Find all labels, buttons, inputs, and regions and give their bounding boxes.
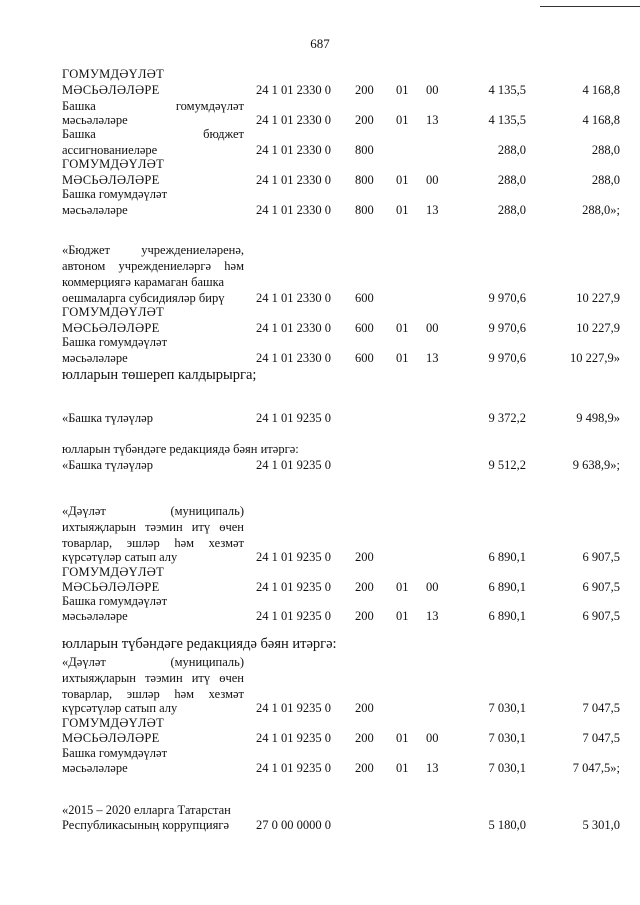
row-name: мәсьәләләре bbox=[62, 351, 128, 365]
row-code: 24 1 01 9235 0 bbox=[256, 580, 331, 594]
row-value-2020: 4 168,8 bbox=[582, 113, 620, 127]
row-name: ГОМУМДӘҮЛӘТ bbox=[62, 67, 165, 81]
row-value-2020: 9 498,9» bbox=[576, 411, 620, 425]
row-name: автоном учреждениеләргә һәм bbox=[62, 259, 244, 273]
table-row-other-payments-old bbox=[0, 410, 640, 426]
row-chapter: 01 bbox=[396, 580, 409, 594]
table-row-other-payments-new bbox=[0, 457, 640, 473]
row-name: ихтыяҗларын тәэмин итү өчен bbox=[62, 671, 244, 685]
row-name: МӘСЬӘЛӘЛӘРЕ bbox=[62, 580, 160, 594]
row-name: «Дәүләт (муниципаль) bbox=[62, 655, 244, 669]
row-name: Башка гомумдәүләт bbox=[62, 746, 168, 760]
table-row bbox=[0, 202, 640, 218]
row-name: МӘСЬӘЛӘЛӘРЕ bbox=[62, 731, 160, 745]
row-chapter: 01 bbox=[396, 173, 409, 187]
row-code: 24 1 01 9235 0 bbox=[256, 550, 331, 564]
row-section: 200 bbox=[355, 701, 374, 715]
row-code: 24 1 01 9235 0 bbox=[256, 411, 331, 425]
row-section: 200 bbox=[355, 550, 374, 564]
row-value-2019: 4 135,5 bbox=[488, 113, 526, 127]
row-name: коммерциягә карамаган башка bbox=[62, 275, 225, 289]
row-name: күрсәтүләр сатып алу bbox=[62, 701, 178, 715]
row-name: Башка бюджет bbox=[62, 127, 244, 141]
row-subchapter: 13 bbox=[426, 351, 439, 365]
row-name: Башка гомумдәүләт bbox=[62, 99, 244, 113]
row-name: мәсьәләләре bbox=[62, 113, 128, 127]
row-value-2019: 6 890,1 bbox=[488, 609, 526, 623]
table-row bbox=[0, 802, 640, 818]
table-row bbox=[0, 817, 640, 833]
row-subchapter: 13 bbox=[426, 203, 439, 217]
instruction-delete-rows: юлларын төшереп калдырырга; bbox=[62, 367, 257, 383]
row-value-2020: 6 907,5 bbox=[582, 580, 620, 594]
row-name: оешмаларга субсидияләр бирү bbox=[62, 291, 225, 305]
row-subchapter: 13 bbox=[426, 113, 439, 127]
row-name: товарлар, эшләр һәм хезмәт bbox=[62, 687, 244, 701]
table-row bbox=[0, 242, 640, 258]
row-chapter: 01 bbox=[396, 321, 409, 335]
row-name: мәсьәләләре bbox=[62, 761, 128, 775]
row-name: Республикасының коррупциягә bbox=[62, 818, 229, 832]
row-subchapter: 00 bbox=[426, 580, 439, 594]
row-name: мәсьәләләре bbox=[62, 203, 128, 217]
row-code: 24 1 01 2330 0 bbox=[256, 143, 331, 157]
table-row bbox=[0, 745, 640, 761]
table-row bbox=[0, 126, 640, 142]
table-row bbox=[0, 715, 640, 731]
row-value-2019: 288,0 bbox=[497, 143, 526, 157]
row-name: ихтыяҗларын тәэмин итү өчен bbox=[62, 520, 244, 534]
row-name: күрсәтүләр сатып алу bbox=[62, 550, 178, 564]
table-row bbox=[0, 274, 640, 290]
row-value-2019: 6 890,1 bbox=[488, 550, 526, 564]
row-name: МӘСЬӘЛӘЛӘРЕ bbox=[62, 321, 160, 335]
row-value-2020: 6 907,5 bbox=[582, 550, 620, 564]
row-subchapter: 00 bbox=[426, 173, 439, 187]
table-row bbox=[0, 760, 640, 776]
row-value-2019: 9 970,6 bbox=[488, 291, 526, 305]
row-value-2020: 9 638,9»; bbox=[572, 458, 620, 472]
row-chapter: 01 bbox=[396, 351, 409, 365]
row-value-2019: 9 970,6 bbox=[488, 351, 526, 365]
row-code: 24 1 01 9235 0 bbox=[256, 731, 331, 745]
row-name: «Башка түләүләр bbox=[62, 458, 153, 472]
row-name: Башка гомумдәүләт bbox=[62, 335, 168, 349]
row-value-2019: 7 030,1 bbox=[488, 701, 526, 715]
page-number: 687 bbox=[310, 36, 330, 51]
row-code: 24 1 01 2330 0 bbox=[256, 113, 331, 127]
row-name: мәсьәләләре bbox=[62, 609, 128, 623]
row-value-2020: 288,0»; bbox=[582, 203, 620, 217]
row-value-2020: 7 047,5 bbox=[582, 731, 620, 745]
row-chapter: 01 bbox=[396, 731, 409, 745]
row-section: 800 bbox=[355, 143, 374, 157]
row-value-2020: 288,0 bbox=[591, 173, 620, 187]
row-section: 200 bbox=[355, 761, 374, 775]
row-value-2019: 288,0 bbox=[497, 173, 526, 187]
row-subchapter: 00 bbox=[426, 83, 439, 97]
row-code: 24 1 01 9235 0 bbox=[256, 701, 331, 715]
table-row bbox=[0, 66, 640, 82]
table-row bbox=[0, 654, 640, 670]
row-name: «2015 – 2020 елларга Татарстан bbox=[62, 803, 231, 817]
row-section: 200 bbox=[355, 83, 374, 97]
row-section: 600 bbox=[355, 351, 374, 365]
row-name: ГОМУМДӘҮЛӘТ bbox=[62, 305, 165, 319]
row-section: 600 bbox=[355, 321, 374, 335]
row-name: ГОМУМДӘҮЛӘТ bbox=[62, 716, 165, 730]
table-row bbox=[0, 82, 640, 98]
row-value-2020: 4 168,8 bbox=[582, 83, 620, 97]
row-chapter: 01 bbox=[396, 113, 409, 127]
table-row bbox=[0, 593, 640, 609]
row-value-2020: 288,0 bbox=[591, 143, 620, 157]
table-row bbox=[0, 156, 640, 172]
row-section: 600 bbox=[355, 291, 374, 305]
table-row bbox=[0, 350, 640, 366]
row-subchapter: 13 bbox=[426, 609, 439, 623]
table-row bbox=[0, 503, 640, 519]
row-code: 24 1 01 2330 0 bbox=[256, 351, 331, 365]
row-name: Башка гомумдәүләт bbox=[62, 594, 168, 608]
row-value-2020: 10 227,9 bbox=[576, 321, 620, 335]
instruction-replace-rows: юлларын түбәндәге редакциядә бәян итәргә: bbox=[62, 442, 299, 456]
row-value-2019: 6 890,1 bbox=[488, 580, 526, 594]
row-value-2019: 7 030,1 bbox=[488, 761, 526, 775]
row-value-2020: 6 907,5 bbox=[582, 609, 620, 623]
table-row bbox=[0, 608, 640, 624]
row-code: 27 0 00 0000 0 bbox=[256, 818, 331, 832]
row-section: 200 bbox=[355, 609, 374, 623]
row-code: 24 1 01 9235 0 bbox=[256, 761, 331, 775]
row-section: 200 bbox=[355, 113, 374, 127]
row-name: Башка гомумдәүләт bbox=[62, 187, 168, 201]
row-value-2019: 9 512,2 bbox=[488, 458, 526, 472]
row-name: ГОМУМДӘҮЛӘТ bbox=[62, 565, 165, 579]
row-subchapter: 00 bbox=[426, 731, 439, 745]
row-chapter: 01 bbox=[396, 203, 409, 217]
table-row bbox=[0, 700, 640, 716]
row-name: «Бюджет учреждениеләренә, bbox=[62, 243, 244, 257]
row-code: 24 1 01 9235 0 bbox=[256, 609, 331, 623]
row-value-2020: 10 227,9 bbox=[576, 291, 620, 305]
table-row bbox=[0, 670, 640, 686]
row-subchapter: 00 bbox=[426, 321, 439, 335]
row-name: «Дәүләт (муниципаль) bbox=[62, 504, 244, 518]
row-code: 24 1 01 2330 0 bbox=[256, 291, 331, 305]
instruction-replace-rows-2: юлларын түбәндәге редакциядә бәян итәргә: bbox=[62, 636, 337, 652]
table-row bbox=[0, 519, 640, 535]
row-value-2019: 4 135,5 bbox=[488, 83, 526, 97]
table-row bbox=[0, 549, 640, 565]
row-value-2019: 288,0 bbox=[497, 203, 526, 217]
table-row bbox=[0, 258, 640, 274]
row-subchapter: 13 bbox=[426, 761, 439, 775]
row-value-2019: 9 372,2 bbox=[488, 411, 526, 425]
table-row bbox=[0, 564, 640, 580]
row-value-2019: 9 970,6 bbox=[488, 321, 526, 335]
row-code: 24 1 01 2330 0 bbox=[256, 173, 331, 187]
row-value-2019: 7 030,1 bbox=[488, 731, 526, 745]
row-section: 800 bbox=[355, 203, 374, 217]
row-value-2020: 5 301,0 bbox=[582, 818, 620, 832]
row-code: 24 1 01 2330 0 bbox=[256, 321, 331, 335]
top-rule bbox=[540, 6, 640, 7]
row-code: 24 1 01 2330 0 bbox=[256, 203, 331, 217]
row-section: 200 bbox=[355, 580, 374, 594]
row-chapter: 01 bbox=[396, 83, 409, 97]
table-row bbox=[0, 186, 640, 202]
table-row bbox=[0, 304, 640, 320]
row-name: товарлар, эшләр һәм хезмәт bbox=[62, 536, 244, 550]
row-section: 800 bbox=[355, 173, 374, 187]
row-name: «Башка түләүләр bbox=[62, 411, 153, 425]
row-section: 200 bbox=[355, 731, 374, 745]
row-chapter: 01 bbox=[396, 609, 409, 623]
row-value-2020: 10 227,9» bbox=[570, 351, 620, 365]
row-value-2020: 7 047,5 bbox=[582, 701, 620, 715]
row-value-2019: 5 180,0 bbox=[488, 818, 526, 832]
table-row bbox=[0, 334, 640, 350]
row-code: 24 1 01 2330 0 bbox=[256, 83, 331, 97]
row-name: МӘСЬӘЛӘЛӘРЕ bbox=[62, 83, 160, 97]
row-name: ГОМУМДӘҮЛӘТ bbox=[62, 157, 165, 171]
row-code: 24 1 01 9235 0 bbox=[256, 458, 331, 472]
row-name: МӘСЬӘЛӘЛӘРЕ bbox=[62, 173, 160, 187]
row-name: ассигнованиеләре bbox=[62, 143, 158, 157]
row-chapter: 01 bbox=[396, 761, 409, 775]
table-row bbox=[0, 730, 640, 746]
row-value-2020: 7 047,5»; bbox=[572, 761, 620, 775]
